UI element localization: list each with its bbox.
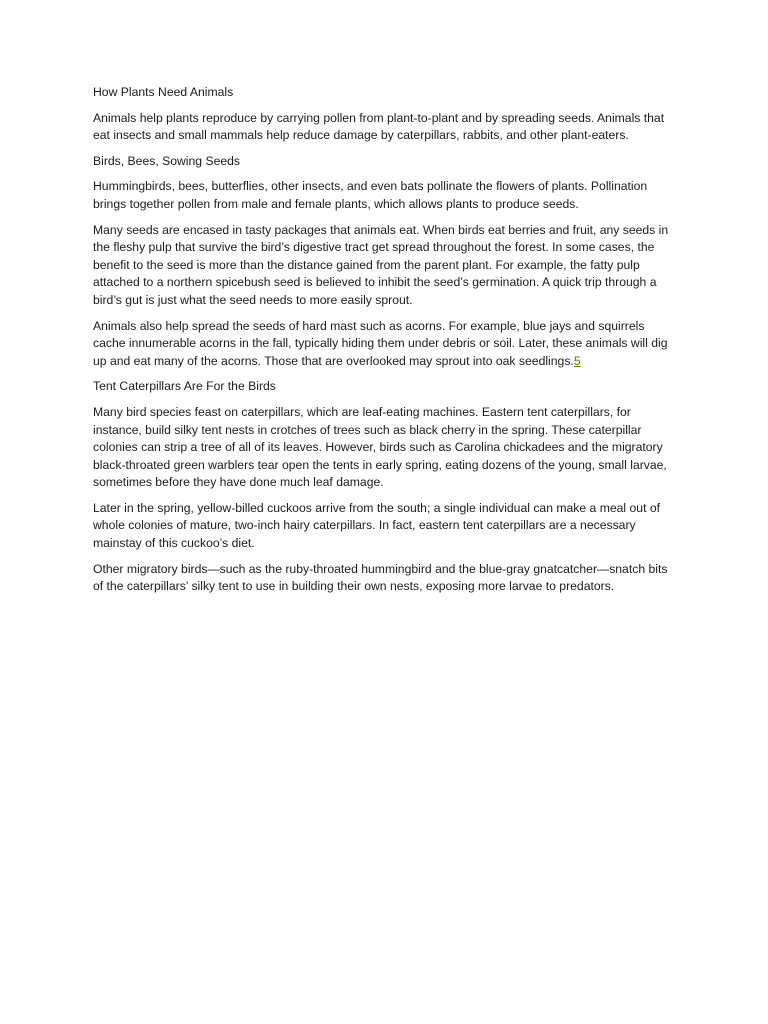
section-heading-tent-caterpillars: Tent Caterpillars Are For the Birds [93, 379, 276, 394]
pollination-paragraph: Hummingbirds, bees, butterflies, other insects, and even bats pollinate the flowers of plants. Pollination brings together pollen from male and female plants, which allows plants to produce seeds. [93, 179, 648, 211]
migratory-birds-paragraph: Other migratory birds—such as the ruby-throated hummingbird and the blue-gray gnatcatcher—snatch bits of the caterpillars’ silky tent to use in building their own nests, exposing more larvae to predators. [93, 561, 668, 594]
seeds-text-before: Many seeds are encased in tasty packages that animals eat. When birds eat berries and fruit, any seeds in the fleshy pulp that survive the bird’s digestive tract get spread throughout the forest. In some cases, the benefit to the seed is more than the distance gained from the parent plant. For example, the fatty pulp attached to a northern spicebush seed is believed to inhibit the seed’s [93, 222, 669, 290]
seeds-paragraph [93, 222, 677, 310]
document-title: How Plants Need Animals [93, 85, 234, 99]
cuckoos-paragraph: Later in the spring, yellow-billed cuckoos arrive from the south; a single individual can make a meal out of whole colonies of mature, two-inch hairy caterpillars. In fact, eastern tent caterpillars are a necessary mainstay of this cuckoo’s diet. [93, 500, 661, 551]
intro-paragraph: Animals help plants reproduce by carrying pollen from plant-to-plant and by spreading seeds. Animals that eat insects and small mammals help reduce damage by caterpillars, rabbits, and other plant-eaters. [93, 110, 665, 143]
hard-mast-paragraph [93, 318, 677, 371]
footnote-link[interactable]: 5 [573, 353, 581, 368]
seedlings-term: seedlings [518, 353, 571, 368]
soil-term: soil [493, 336, 512, 351]
section-heading-birds-bees: Birds, Bees, Sowing Seeds [93, 153, 241, 168]
caterpillars-paragraph: Many bird species feast on caterpillars, which are leaf-eating machines. Eastern tent caterpillars, for instance, build silky tent nests in crotches of trees such as black cherry in the spring. These caterpillar colonies can strip a tree of all of its leaves. However, birds such as Carolina chickadees and the migratory black-throated green warblers tear open the tents in early spring, eating dozens of the young, small larvae, sometimes before they have done much leaf damage. [93, 404, 667, 490]
document-page [93, 84, 677, 604]
hard-mast-text-end: . [570, 353, 574, 368]
hard-mast-text-before: Animals also help spread the seeds of hard mast such as acorns. For example, blue jays and squirrels cache innumerable acorns in the fall, typically hiding them under debris or [93, 318, 645, 351]
seeds-text-after: . A quick trip through a bird’s gut is just what the seed needs to more easily sprout. [93, 275, 657, 307]
hard-mast-text-middle: . Later, these animals will dig up and eat many of the acorns. Those that are overlooked may sprout into oak [93, 336, 668, 368]
germination-term: germination [472, 275, 536, 290]
